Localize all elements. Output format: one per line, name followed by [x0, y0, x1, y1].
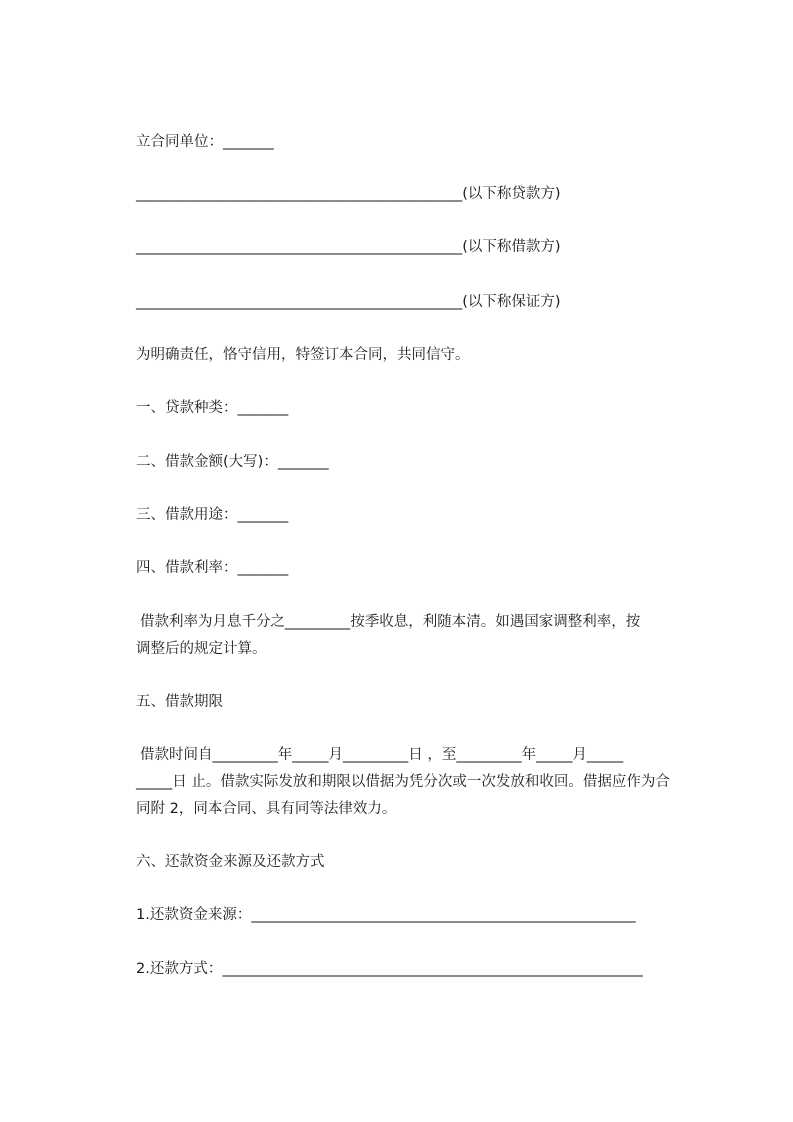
clause-repayment: 六、还款资金来源及还款方式 — [136, 854, 325, 870]
clause-loan-purpose: 三、借款用途：_______ — [136, 507, 289, 523]
loan-term-body-line1: 借款时间自_________年_____月_________日 ，至_________年_____月_____ — [140, 747, 624, 763]
clause-loan-term: 五、借款期限 — [136, 694, 223, 710]
loan-term-body-line2: _____日 止。借款实际发放和期限以借据为凭分次或一次发放和收回。借据应作为合 — [136, 774, 670, 790]
interest-rate-body-line1: 借款利率为月息千分之_________按季收息，利随本清。如遇国家调整利率，按 — [140, 614, 641, 630]
repayment-source-item: 1.还款资金来源：_____________________________________________________ — [136, 907, 636, 923]
lender-line: _____________________________________________(以下称贷款方) — [136, 186, 561, 202]
repayment-method-item: 2.还款方式：__________________________________________________________ — [136, 961, 643, 977]
clause-loan-amount: 二、借款金额(大写)：_______ — [136, 454, 329, 470]
preamble: 为明确责任，恪守信用，特签订本合同，共同信守。 — [136, 347, 470, 363]
guarantor-line: _____________________________________________(以下称保证方) — [136, 294, 561, 310]
contract-parties-header: 立合同单位：_______ — [136, 134, 274, 150]
interest-rate-body-line2: 调整后的规定计算。 — [136, 641, 267, 657]
clause-interest-rate: 四、借款利率：_______ — [136, 560, 289, 576]
borrower-line: _____________________________________________(以下称借款方) — [136, 239, 561, 255]
loan-term-body-line3: 同附 2，同本合同、具有同等法律效力。 — [136, 801, 397, 817]
clause-loan-type: 一、贷款种类：_______ — [136, 400, 289, 416]
